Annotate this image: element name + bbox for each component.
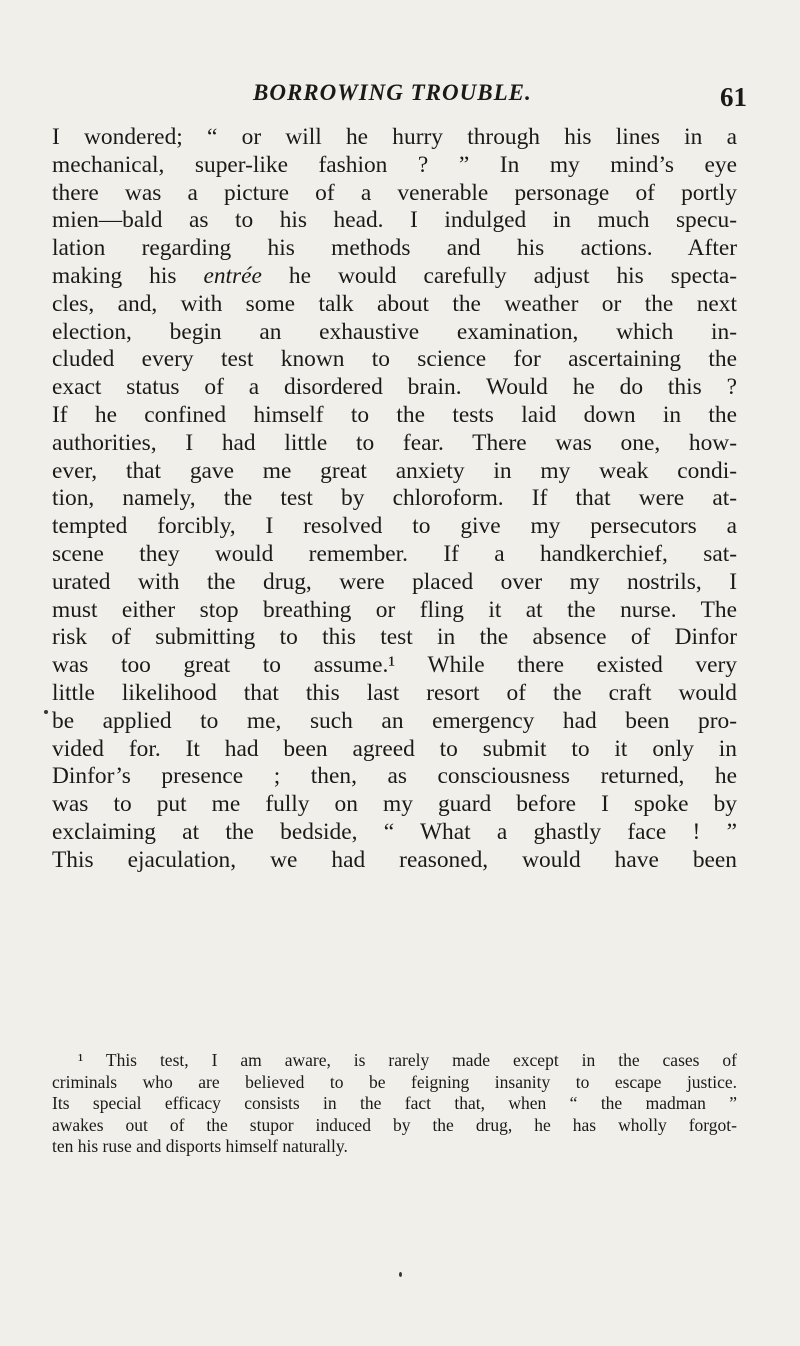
- footnote: [52, 1050, 737, 1158]
- page-number: 61: [720, 82, 747, 112]
- body-line: exclaiming at the bedside, “ What a ghastly face ! ”: [52, 818, 737, 845]
- body-line: tion, namely, the test by chloroform. If that were at-: [52, 485, 737, 512]
- body-line: This ejaculation, we had reasoned, would have been: [52, 846, 737, 873]
- footnote-line: ten his ruse and disports himself naturally.: [52, 1136, 348, 1157]
- footnote-line: Its special efficacy consists in the fact that, when “ the madman ”: [52, 1093, 737, 1114]
- body-text: [52, 124, 737, 875]
- body-line: was too great to assume.¹ While there existed very: [52, 652, 737, 679]
- body-line: mechanical, super-like fashion ? ” In my mind’s eye: [52, 151, 737, 178]
- italic-word: entrée: [203, 262, 262, 289]
- footnote-line: criminals who are believed to be feigning insanity to escape justice.: [52, 1071, 737, 1092]
- body-line: risk of submitting to this test in the absence of Dinfor: [52, 624, 737, 651]
- footnote-line: awakes out of the stupor induced by the drug, he has wholly forgot-: [52, 1114, 737, 1135]
- body-line: little likelihood that this last resort of the craft would: [52, 679, 737, 706]
- body-line: I wondered; “ or will he hurry through his lines in a: [52, 124, 737, 150]
- body-line: If he confined himself to the tests laid down in the: [52, 401, 737, 428]
- ink-speck: [399, 1272, 402, 1277]
- footnote-line: ¹ This test, I am aware, is rarely made except in the cases of: [78, 1050, 737, 1070]
- body-line: vided for. It had been agreed to submit to it only in: [52, 735, 737, 762]
- body-line: lation regarding his methods and his actions. After: [52, 235, 737, 262]
- body-line: Dinfor’s presence ; then, as consciousness returned, he: [52, 763, 737, 790]
- body-line: ever, that gave me great anxiety in my weak condi-: [52, 457, 737, 484]
- body-line: authorities, I had little to fear. There was one, how-: [52, 429, 737, 456]
- body-line: mien—bald as to his head. I indulged in much specu-: [52, 207, 737, 234]
- body-line: making his entrée he would carefully adjust his specta-: [52, 262, 738, 289]
- body-line: be applied to me, such an emergency had been pro-: [52, 707, 737, 734]
- body-line: cles, and, with some talk about the weather or the next: [52, 290, 737, 317]
- body-line: scene they would remember. If a handkerchief, sat-: [52, 540, 737, 567]
- margin-speck: [44, 710, 48, 714]
- body-line: exact status of a disordered brain. Would he do this ?: [52, 374, 737, 401]
- body-line: was to put me fully on my guard before I spoke by: [52, 791, 737, 818]
- body-line: tempted forcibly, I resolved to give my persecutors a: [52, 513, 737, 540]
- body-line: urated with the drug, were placed over my nostrils, I: [52, 568, 737, 595]
- running-head-title: BORROWING TROUBLE.: [253, 80, 532, 105]
- body-line: cluded every test known to science for ascertaining the: [52, 346, 737, 373]
- body-line: there was a picture of a venerable personage of portly: [52, 179, 737, 206]
- body-line: must either stop breathing or fling it at the nurse. The: [52, 596, 737, 623]
- body-line: election, begin an exhaustive examination, which in-: [52, 318, 737, 345]
